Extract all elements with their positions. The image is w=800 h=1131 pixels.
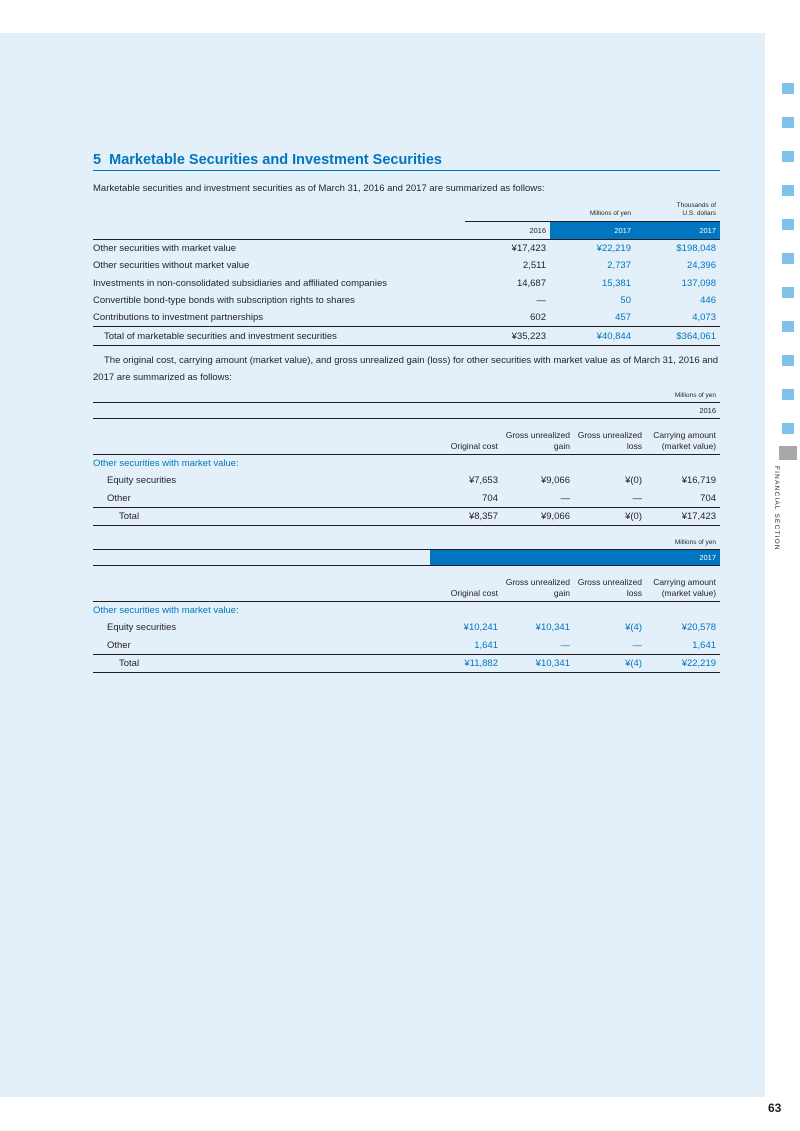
year-header: 2016 (93, 403, 720, 419)
col-header-gross-gain: Gross unrealized gain (502, 419, 574, 455)
table-total-row: Total ¥11,882 ¥10,341 ¥(4) ¥22,219 (93, 655, 720, 673)
col-header-original-cost: Original cost (430, 419, 502, 455)
nav-marker[interactable] (782, 423, 794, 434)
table-row: Other securities without market value 2,511 2,737 24,396 (93, 260, 716, 272)
unit-label: Millions of yen (93, 534, 720, 550)
section-title-text: Marketable Securities and Investment Securities (109, 152, 442, 168)
intro-text: Marketable securities and investment securities as of March 31, 2016 and 2017 are summarized as follows: (93, 183, 545, 194)
table-total-row: Total ¥8,357 ¥9,066 ¥(0) ¥17,423 (93, 508, 720, 526)
nav-marker[interactable] (782, 117, 794, 128)
nav-marker[interactable] (782, 253, 794, 264)
table-row: Other 704 — — 704 (107, 492, 717, 504)
unit-usd-line1: Thousands of (676, 202, 716, 209)
unit-usd-line2: U.S. dollars (682, 210, 716, 217)
nav-marker-active[interactable] (779, 446, 797, 460)
group-heading: Other securities with market value: (93, 605, 239, 616)
section-side-label: FINANCIAL SECTION (773, 466, 780, 551)
col-header-gross-loss: Gross unrealized loss (574, 419, 646, 455)
year-header-highlight: 2017 (550, 222, 635, 240)
table-row: Contributions to investment partnerships 602 457 4,073 (93, 312, 716, 324)
section-title (93, 152, 720, 171)
nav-marker[interactable] (782, 219, 794, 230)
year-header: 2016 (465, 222, 550, 240)
unit-label: Millions of yen (93, 387, 720, 403)
year-header-highlight: 2017 (430, 550, 720, 566)
nav-marker[interactable] (782, 151, 794, 162)
nav-marker[interactable] (782, 287, 794, 298)
nav-marker[interactable] (782, 389, 794, 400)
table-row: Equity securities ¥10,241 ¥10,341 ¥(4) ¥20,578 (107, 622, 717, 634)
market-value-table-2017 (93, 534, 720, 673)
market-value-table-2016 (93, 387, 720, 526)
year-header-highlight: 2017 (635, 222, 720, 240)
table-row: Other securities with market value ¥17,423 ¥22,219 $198,048 (93, 243, 716, 255)
unit-label-usd (635, 199, 720, 222)
table-row: Equity securities ¥7,653 ¥9,066 ¥(0) ¥16,719 (107, 475, 717, 487)
col-header-gross-loss: Gross unrealized loss (574, 566, 646, 602)
nav-marker[interactable] (782, 355, 794, 366)
column-headers (93, 566, 720, 602)
description-paragraph: The original cost, carrying amount (market value), and gross unrealized gain (loss) for other securities with market value as of March 31, 2016 and 2017 are summarized as follows: (93, 355, 719, 383)
col-header-gross-gain: Gross unrealized gain (502, 566, 574, 602)
col-header-original-cost: Original cost (430, 566, 502, 602)
unit-label-yen: Millions of yen (465, 199, 635, 222)
table-total-row: Total of marketable securities and investment securities ¥35,223 ¥40,844 $364,061 (93, 327, 720, 345)
table-row: Other 1,641 — — 1,641 (107, 639, 717, 651)
nav-marker[interactable] (782, 83, 794, 94)
col-header-carrying-amount: Carrying amount (market value) (646, 419, 720, 455)
table-row: Convertible bond-type bonds with subscription rights to shares — 50 446 (93, 295, 716, 307)
col-header-carrying-amount: Carrying amount (market value) (646, 566, 720, 602)
nav-marker[interactable] (782, 321, 794, 332)
group-heading: Other securities with market value: (93, 458, 239, 469)
securities-summary-table (93, 199, 720, 346)
column-headers (93, 419, 720, 455)
nav-marker[interactable] (782, 185, 794, 196)
page-number: 63 (768, 1101, 782, 1115)
section-number: 5 (93, 152, 102, 168)
table-row: Investments in non-consolidated subsidiaries and affiliated companies 14,687 15,381 137,098 (93, 277, 716, 289)
